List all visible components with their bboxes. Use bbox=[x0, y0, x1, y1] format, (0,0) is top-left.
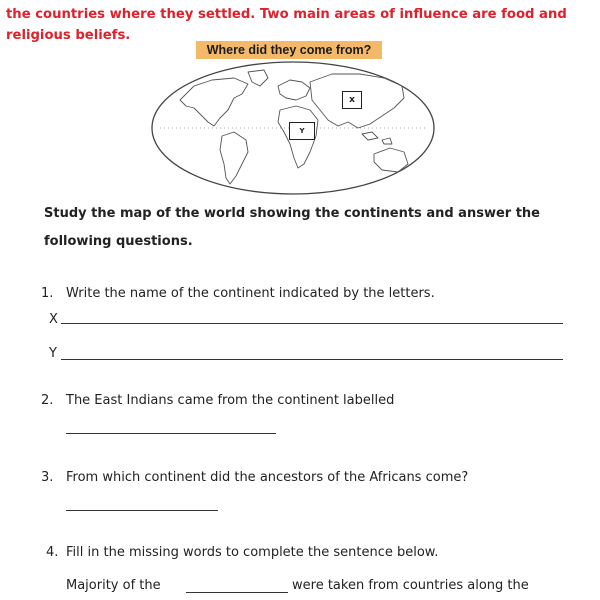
intro-line-2: religious beliefs. bbox=[6, 28, 131, 43]
map-caption: Where did they come from? bbox=[196, 41, 382, 59]
q2-number: 2. bbox=[41, 393, 54, 408]
q3-answer-line[interactable] bbox=[66, 510, 218, 511]
q4-number: 4. bbox=[46, 545, 59, 560]
map-marker-x: x bbox=[342, 91, 362, 109]
intro-paragraph bbox=[6, 4, 592, 46]
q4-sentence-start: Majority of the bbox=[66, 578, 161, 593]
q3-text: From which continent did the ancestors of the Africans come? bbox=[66, 470, 469, 485]
q2-answer-line[interactable] bbox=[66, 433, 276, 434]
q1-number: 1. bbox=[41, 286, 54, 301]
q2-text: The East Indians came from the continent labelled bbox=[66, 393, 395, 408]
q4-text: Fill in the missing words to complete the sentence below. bbox=[66, 545, 439, 560]
q1-answer-line-y[interactable] bbox=[61, 359, 563, 360]
q1-text: Write the name of the continent indicated by the letters. bbox=[66, 286, 435, 301]
q1-label-x: X bbox=[49, 312, 58, 327]
q4-sentence-end: were taken from countries along the bbox=[292, 578, 529, 593]
q1-label-y: Y bbox=[49, 346, 57, 361]
instructions-line-1: Study the map of the world showing the continents and answer the bbox=[44, 206, 540, 221]
map-marker-y: Y bbox=[289, 122, 315, 140]
instructions-line-2: following questions. bbox=[44, 234, 193, 249]
q1-answer-line-x[interactable] bbox=[61, 323, 563, 324]
q3-number: 3. bbox=[41, 470, 54, 485]
q4-answer-line[interactable] bbox=[186, 592, 288, 593]
intro-line-1: the countries where they settled. Two main areas of influence are food and bbox=[6, 7, 567, 22]
